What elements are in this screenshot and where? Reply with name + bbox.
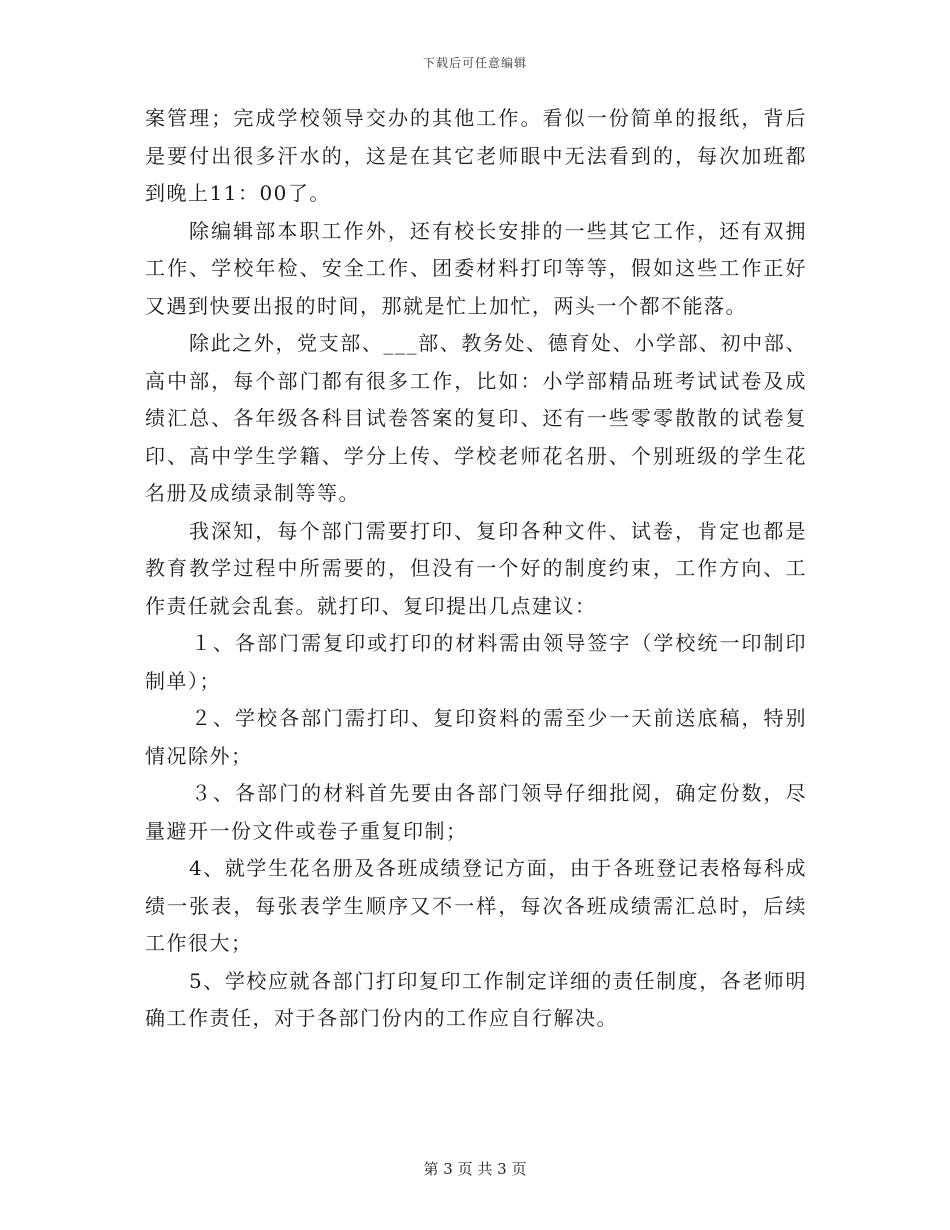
paragraph-continuation: 案管理；完成学校领导交办的其他工作。看似一份简单的报纸，背后是要付出很多汗水的，这是在其它老师眼中无法看到的，每次加班都到晚上11：00了。 [145,106,807,205]
document-body [145,100,807,1038]
suggestion-item-3: ３、各部门的材料首先要由各部门领导仔细批阅，确定份数，尽量避开一份文件或卷子重复印制； [145,781,807,843]
paragraph-editorial-duties: 除编辑部本职工作外，还有校长安排的一些其它工作，还有双拥工作、学校年检、安全工作、团委材料打印等等，假如这些工作正好又遇到快要出报的时间，那就是忙上加忙，两头一个都不能落。 [145,218,807,318]
paragraph-suggestions-intro: 我深知，每个部门需要打印、复印各种文件、试卷，肯定也都是教育教学过程中所需要的，但没有一个好的制度约束，工作方向、工作责任就会乱套。就打印、复印提出几点建议： [145,518,807,618]
page-header: 下载后可任意编辑 [422,56,527,70]
suggestion-item-1: １、各部门需复印或打印的材料需由领导签字（学校统一印制印制单）； [145,631,807,693]
paragraph-departments: 除此之外，党支部、___部、教务处、德育处、小学部、初中部、高中部，每个部门都有很多工作，比如：小学部精品班考试试卷及成绩汇总、各年级各科目试卷答案的复印、还有一些零零散散的试卷复印、高中学生学籍、学分上传、学校老师花名册、个别班级的学生花名册及成绩录制等等。 [145,331,807,505]
suggestion-item-2: ２、学校各部门需打印、复印资料的需至少一天前送底稿，特别情况除外； [145,706,807,768]
page-number: 第 3 页 共 3 页 [423,1160,527,1178]
suggestion-item-4: 4、就学生花名册及各班成绩登记方面，由于各班登记表格每科成绩一张表，每张表学生顺序又不一样，每次各班成绩需汇总时，后续工作很大； [145,856,807,955]
suggestion-item-5: 5、学校应就各部门打印复印工作制定详细的责任制度，各老师明确工作责任，对于各部门份内的工作应自行解决。 [145,968,807,1030]
